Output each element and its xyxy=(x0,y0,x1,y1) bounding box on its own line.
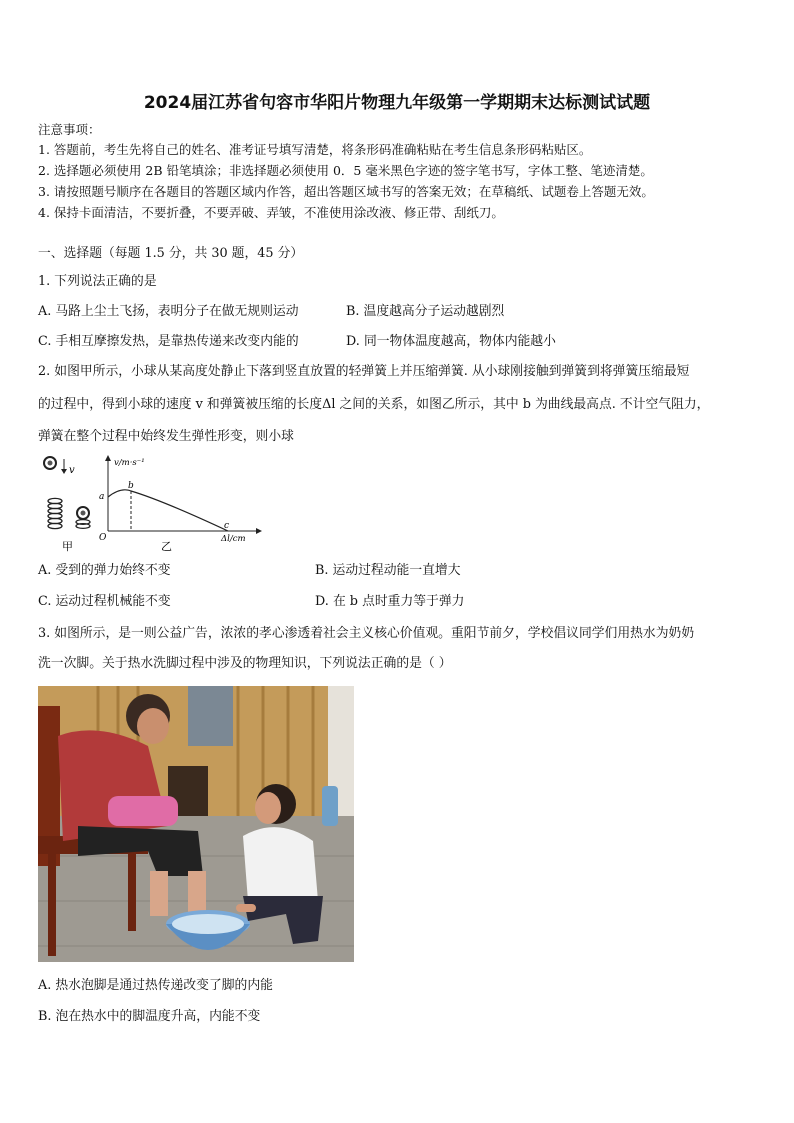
q1-option-d: D. 同一物体温度越高，物体内能越小 xyxy=(346,334,556,349)
page-title: 2024届江苏省句容市华阳片物理九年级第一学期期末达标测试试题 xyxy=(143,93,651,113)
q2-figure xyxy=(38,453,268,553)
q2-stem-line-3: 弹簧在整个过程中始终发生弹性形变，则小球 xyxy=(38,429,294,444)
q2-option-c: C. 运动过程机械能不变 xyxy=(38,594,171,609)
point-b-label: b xyxy=(128,481,134,491)
q3-photo xyxy=(38,686,354,962)
q3-option-a: A. 热水泡脚是通过热传递改变了脚的内能 xyxy=(38,978,273,993)
label-jia: 甲 xyxy=(62,540,73,553)
q1-option-b: B. 温度越高分子运动越剧烈 xyxy=(346,304,505,319)
q2-stem-line-2: 的过程中，得到小球的速度 v 和弹簧被压缩的长度Δl 之间的关系，如图乙所示，其中 b 为曲线最高点. 不计空气阻力， xyxy=(38,397,710,412)
point-c-label: c xyxy=(224,521,230,531)
x-axis-label: Δl/cm xyxy=(221,534,246,544)
notice-heading: 注意事项： xyxy=(38,122,101,137)
y-axis-label: v/m·s⁻¹ xyxy=(114,458,145,468)
notice-item-3: 3. 请按照题号顺序在各题目的答题区域内作答，超出答题区域书写的答案无效；在草稿纸、试题卷上答题无效。 xyxy=(38,184,654,199)
notice-item-2: 2. 选择题必须使用 2B 铅笔填涂；非选择题必须使用 0．5 毫米黑色字迹的签字笔书写，字体工整、笔迹清楚。 xyxy=(38,163,653,178)
q2-option-d: D. 在 b 点时重力等于弹力 xyxy=(315,594,465,609)
q3-stem-line-2: 洗一次脚。关于热水洗脚过程中涉及的物理知识，下列说法正确的是（ ） xyxy=(38,656,452,671)
point-a-label: a xyxy=(99,492,105,502)
q2-option-b: B. 运动过程动能一直增大 xyxy=(315,563,461,578)
spring-icon xyxy=(48,498,62,528)
q1-option-c: C. 手相互摩擦发热，是靠热传递来改变内能的 xyxy=(38,334,299,349)
label-yi: 乙 xyxy=(161,540,172,553)
notice-item-1: 1. 答题前，考生先将自己的姓名、准考证号填写清楚，将条形码准确粘贴在考生信息条形码粘贴区。 xyxy=(38,142,592,157)
q3-stem-line-1: 3. 如图所示，是一则公益广告，浓浓的孝心渗透着社会主义核心价值观。重阳节前夕，学校倡议同学们用热水为奶奶 xyxy=(38,626,695,641)
velocity-curve xyxy=(108,490,228,531)
q3-option-b: B. 泡在热水中的脚温度升高，内能不变 xyxy=(38,1009,261,1024)
q2-option-a: A. 受到的弹力始终不变 xyxy=(38,563,171,578)
q1-stem: 1. 下列说法正确的是 xyxy=(38,274,157,289)
origin-label: O xyxy=(99,533,107,543)
v-label: v xyxy=(69,465,75,476)
q1-option-a: A. 马路上尘土飞扬，表明分子在做无规则运动 xyxy=(38,304,299,319)
q2-stem-line-1: 2. 如图甲所示，小球从某高度处静止下落到竖直放置的轻弹簧上并压缩弹簧. 从小球刚接触到弹簧到将弹簧压缩最短 xyxy=(38,364,690,379)
section-heading: 一、选择题（每题 1.5 分，共 30 题，45 分） xyxy=(38,246,304,261)
notice-item-4: 4. 保持卡面清洁，不要折叠，不要弄破、弄皱，不准使用涂改液、修正带、刮纸刀。 xyxy=(38,205,504,220)
